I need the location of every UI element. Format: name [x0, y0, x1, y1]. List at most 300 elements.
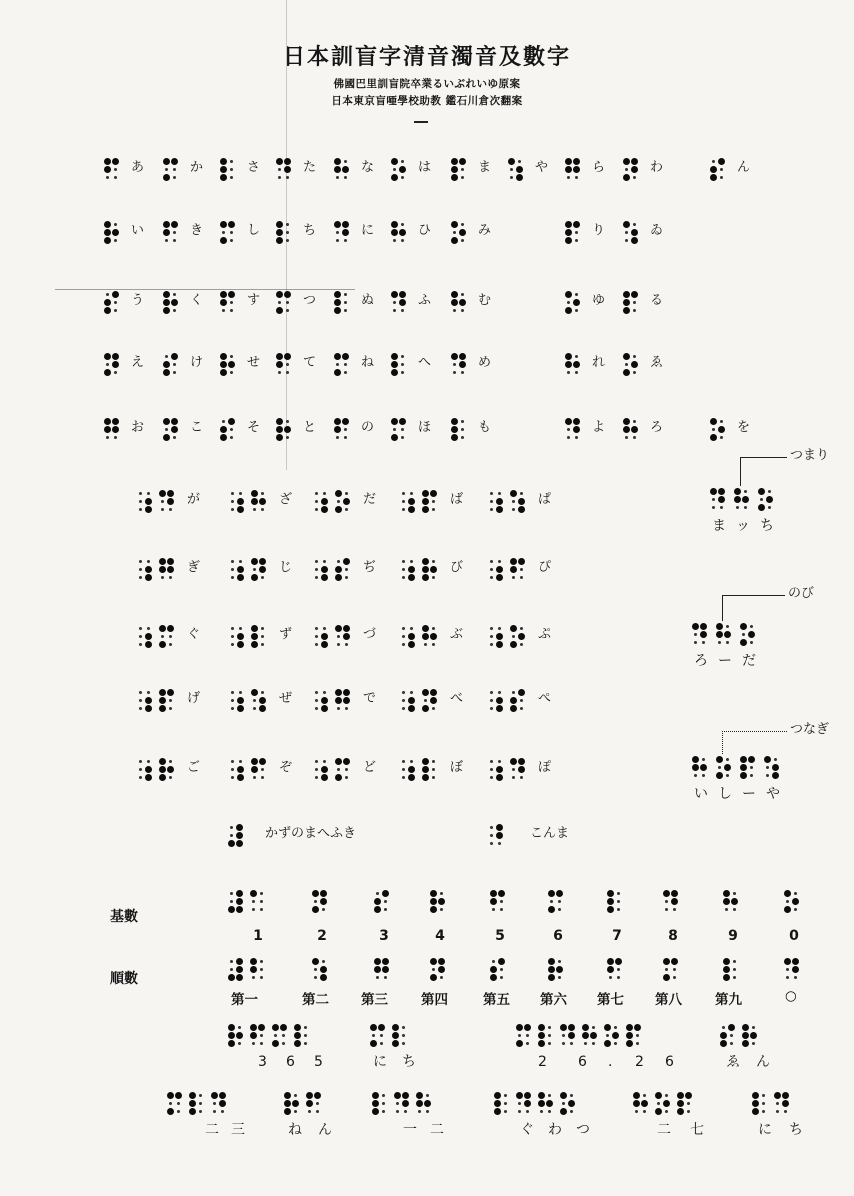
example-nichi-label-0: に — [373, 1054, 387, 1070]
braille-dot-raised — [334, 221, 341, 228]
braille-dot-flat — [402, 560, 405, 563]
braille-dot-raised — [716, 623, 723, 630]
braille-dot-raised — [430, 906, 437, 913]
braille-dot-raised — [167, 766, 174, 773]
braille-dot-flat — [402, 707, 405, 710]
braille-dot-raised — [451, 291, 458, 298]
dakuon-label-4-2: ど — [363, 760, 377, 775]
braille-dot-raised — [748, 631, 755, 638]
braille-dot-raised — [496, 641, 503, 648]
braille-dot-flat — [231, 760, 234, 763]
braille-dot-flat — [337, 635, 340, 638]
braille-dot-flat — [567, 436, 570, 439]
braille-dot-flat — [410, 492, 413, 495]
braille-dot-flat — [139, 627, 142, 630]
example-365-cell-0 — [228, 1024, 242, 1046]
braille-dot-raised — [321, 574, 328, 581]
braille-dot-raised — [258, 1024, 265, 1031]
ordinal-label-0: 第一 — [231, 992, 258, 1008]
braille-dot-flat — [252, 900, 255, 903]
braille-dot-raised — [518, 506, 525, 513]
braille-dot-flat — [617, 976, 620, 979]
dakuon-label-3-1: ぜ — [279, 691, 293, 706]
example-ichini-label-0: 一 — [403, 1122, 417, 1138]
braille-cell-3-7 — [565, 353, 579, 375]
braille-dot-raised — [408, 566, 415, 573]
braille-dot-raised — [782, 1100, 789, 1107]
braille-dot-raised — [731, 898, 738, 905]
braille-dot-raised — [438, 966, 445, 973]
example-ichini-cell-1 — [394, 1092, 408, 1114]
braille-dot-flat — [231, 768, 234, 771]
braille-dot-raised — [250, 890, 257, 897]
braille-dot-raised — [677, 1092, 684, 1099]
braille-dot-flat — [633, 309, 636, 312]
braille-dot-raised — [171, 353, 178, 360]
dakuon-label-1-1: じ — [279, 560, 293, 575]
braille-dot-flat — [147, 760, 150, 763]
braille-dot-flat — [315, 576, 318, 579]
digit-cell-6 — [607, 890, 621, 912]
braille-dot-flat — [498, 627, 501, 630]
braille-dot-flat — [720, 420, 723, 423]
braille-dot-raised — [211, 1092, 218, 1099]
braille-dot-flat — [432, 760, 435, 763]
braille-dot-raised — [394, 1092, 401, 1099]
braille-dot-flat — [500, 976, 503, 979]
dakuon-cell-4-3 — [422, 758, 436, 780]
braille-dot-raised — [451, 353, 458, 360]
braille-dot-raised — [422, 574, 429, 581]
braille-dot-flat — [665, 968, 668, 971]
braille-dot-flat — [315, 691, 318, 694]
braille-dot-flat — [633, 436, 636, 439]
braille-dot-raised — [334, 166, 341, 173]
braille-dot-flat — [584, 1042, 587, 1045]
dakuon-label-1-0: ぎ — [187, 560, 201, 575]
braille-dot-flat — [520, 643, 523, 646]
example-365-label-1: 6 — [286, 1054, 295, 1070]
braille-dot-flat — [512, 691, 515, 694]
kana-label-1-7: り — [592, 223, 606, 238]
braille-dot-flat — [114, 239, 117, 242]
example-nichi-label-1: ち — [402, 1054, 416, 1070]
braille-dot-raised — [565, 166, 572, 173]
braille-dot-flat — [512, 768, 515, 771]
braille-dot-flat — [286, 223, 289, 226]
braille-dot-flat — [766, 766, 769, 769]
braille-dot-flat — [139, 560, 142, 563]
braille-dot-raised — [607, 890, 614, 897]
braille-dot-flat — [512, 776, 515, 779]
braille-dot-raised — [237, 641, 244, 648]
braille-dot-raised — [612, 1032, 619, 1039]
braille-dot-raised — [112, 158, 119, 165]
braille-dot-raised — [565, 158, 572, 165]
braille-dot-raised — [516, 1040, 523, 1047]
braille-dot-flat — [308, 1110, 311, 1113]
braille-dot-flat — [314, 968, 317, 971]
braille-cell-4-0 — [104, 418, 118, 440]
braille-dot-flat — [402, 500, 405, 503]
braille-dot-raised — [422, 633, 429, 640]
kana-label-1-6: み — [478, 223, 492, 238]
dakuten-prefix-cell — [400, 689, 414, 711]
braille-dot-flat — [222, 420, 225, 423]
braille-dot-flat — [315, 492, 318, 495]
braille-dot-flat — [518, 1102, 521, 1105]
braille-dot-raised — [524, 1100, 531, 1107]
braille-dot-flat — [402, 1034, 405, 1037]
braille-dot-raised — [259, 558, 266, 565]
braille-dot-raised — [167, 1108, 174, 1115]
braille-dot-raised — [723, 974, 730, 981]
braille-dot-flat — [720, 168, 723, 171]
braille-dot-flat — [614, 1042, 617, 1045]
braille-dot-flat — [315, 568, 318, 571]
braille-dot-flat — [550, 900, 553, 903]
braille-dot-raised — [159, 490, 166, 497]
braille-cell-0-5 — [391, 158, 405, 180]
braille-dot-flat — [344, 176, 347, 179]
braille-dot-raised — [607, 898, 614, 905]
braille-dot-flat — [633, 355, 636, 358]
braille-dot-raised — [171, 299, 178, 306]
braille-dot-flat — [730, 1042, 733, 1045]
braille-dot-raised — [391, 291, 398, 298]
braille-dot-flat — [490, 691, 493, 694]
kana-label-3-8: ゑ — [650, 355, 664, 370]
braille-dot-raised — [459, 229, 466, 236]
braille-dot-raised — [496, 766, 503, 773]
braille-dot-raised — [259, 758, 266, 765]
dakuten-prefix-cell — [229, 558, 243, 580]
example-nichi-cell-0 — [370, 1024, 384, 1046]
braille-dot-raised — [518, 633, 525, 640]
kana-label-3-4: ね — [361, 355, 375, 370]
braille-dot-flat — [558, 960, 561, 963]
braille-dot-raised — [104, 229, 111, 236]
dakuon-label-3-0: げ — [187, 691, 201, 706]
braille-dot-raised — [334, 369, 341, 376]
cardinal-digit-1: 2 — [317, 928, 327, 944]
braille-dot-raised — [692, 623, 699, 630]
braille-dot-raised — [236, 966, 243, 973]
braille-dot-flat — [336, 239, 339, 242]
braille-dot-raised — [104, 369, 111, 376]
braille-dot-raised — [490, 966, 497, 973]
braille-dot-raised — [228, 418, 235, 425]
braille-dot-raised — [422, 766, 429, 773]
braille-dot-raised — [451, 418, 458, 425]
braille-dot-raised — [565, 237, 572, 244]
kana-label-0-2: さ — [247, 160, 261, 175]
braille-dot-raised — [565, 418, 572, 425]
example-26-26-label-1: 6 — [578, 1054, 587, 1070]
braille-dot-flat — [230, 371, 233, 374]
dakuon-label-0-0: が — [187, 492, 201, 507]
example-cell-tsunagi-0 — [692, 756, 706, 778]
braille-dot-raised — [171, 426, 178, 433]
braille-dot-flat — [345, 707, 348, 710]
example-nen-cell-0 — [284, 1092, 298, 1114]
kana-label-2-4: ぬ — [361, 293, 375, 308]
braille-dot-raised — [451, 166, 458, 173]
braille-dot-raised — [710, 488, 717, 495]
dakuon-cell-0-1 — [251, 490, 265, 512]
braille-dot-flat — [665, 1110, 668, 1113]
braille-dot-flat — [673, 976, 676, 979]
example-label-tsumari-1: ッ — [736, 518, 750, 534]
braille-dot-flat — [726, 625, 729, 628]
braille-dot-flat — [376, 892, 379, 895]
example-nishichi-cell-1 — [655, 1092, 669, 1114]
braille-dot-flat — [294, 1110, 297, 1113]
braille-dot-raised — [510, 566, 517, 573]
braille-dot-raised — [631, 237, 638, 244]
braille-dot-flat — [260, 968, 263, 971]
braille-dot-flat — [231, 560, 234, 563]
braille-dot-flat — [750, 641, 753, 644]
braille-dot-raised — [623, 291, 630, 298]
braille-cell-1-1 — [163, 221, 177, 243]
braille-dot-raised — [237, 774, 244, 781]
example-cell-tsumari-2 — [758, 488, 772, 510]
braille-cell-2-2 — [220, 291, 234, 313]
ordinal-label: 順數 — [110, 971, 138, 987]
braille-dot-flat — [337, 707, 340, 710]
braille-dot-raised — [451, 237, 458, 244]
braille-dot-flat — [147, 492, 150, 495]
braille-dot-raised — [494, 1108, 501, 1115]
braille-dot-flat — [230, 834, 233, 837]
braille-dot-flat — [169, 776, 172, 779]
braille-dot-raised — [416, 1092, 423, 1099]
braille-dot-flat — [636, 1042, 639, 1045]
braille-dot-raised — [112, 291, 119, 298]
braille-cell-3-4 — [334, 353, 348, 375]
braille-dot-flat — [260, 892, 263, 895]
braille-dot-flat — [177, 1110, 180, 1113]
braille-dot-raised — [237, 566, 244, 573]
braille-dot-raised — [163, 291, 170, 298]
example-ichini-cell-2 — [416, 1092, 430, 1114]
braille-dot-raised — [228, 974, 235, 981]
example-label-tsunagi-1: し — [718, 786, 732, 802]
dakuten-prefix-cell — [313, 758, 327, 780]
dakuon-cell-0-3 — [422, 490, 436, 512]
braille-dot-raised — [163, 307, 170, 314]
braille-dot-flat — [165, 168, 168, 171]
braille-dot-raised — [758, 488, 765, 495]
braille-dot-raised — [251, 758, 258, 765]
braille-dot-raised — [250, 958, 257, 965]
braille-dot-flat — [169, 508, 172, 511]
dakuon-label-4-0: ご — [187, 760, 201, 775]
example-nisan-label-1: 三 — [231, 1122, 245, 1138]
braille-dot-flat — [733, 892, 736, 895]
braille-dot-flat — [239, 627, 242, 630]
braille-dot-flat — [520, 707, 523, 710]
braille-dot-flat — [733, 960, 736, 963]
braille-cell-3-8 — [623, 353, 637, 375]
braille-dot-raised — [723, 898, 730, 905]
example-cell-tsumari-0 — [710, 488, 724, 510]
braille-dot-raised — [772, 764, 779, 771]
dakuten-prefix-cell — [137, 758, 151, 780]
braille-dot-flat — [282, 1042, 285, 1045]
braille-dot-raised — [623, 353, 630, 360]
braille-dot-raised — [764, 756, 771, 763]
braille-dot-flat — [261, 691, 264, 694]
example-gwatsu-label-2: つ — [576, 1122, 590, 1138]
braille-dot-raised — [516, 174, 523, 181]
braille-dot-raised — [548, 890, 555, 897]
kana-label-2-6: む — [478, 293, 492, 308]
braille-dot-raised — [236, 974, 243, 981]
braille-dot-flat — [702, 641, 705, 644]
example-nisan-cell-1 — [189, 1092, 203, 1114]
braille-dot-raised — [710, 434, 717, 441]
braille-dot-flat — [261, 508, 264, 511]
braille-dot-flat — [161, 508, 164, 511]
digit-cell-5 — [548, 890, 562, 912]
braille-dot-raised — [623, 299, 630, 306]
braille-dot-raised — [565, 221, 572, 228]
braille-dot-flat — [169, 699, 172, 702]
dakuon-label-2-0: ぐ — [187, 627, 201, 642]
braille-dot-raised — [556, 966, 563, 973]
braille-dot-raised — [782, 1092, 789, 1099]
braille-dot-flat — [424, 643, 427, 646]
braille-dot-raised — [565, 353, 572, 360]
braille-dot-raised — [159, 641, 166, 648]
braille-dot-flat — [278, 168, 281, 171]
braille-dot-flat — [575, 371, 578, 374]
braille-dot-flat — [520, 568, 523, 571]
braille-dot-flat — [453, 231, 456, 234]
braille-dot-raised — [510, 697, 517, 704]
braille-dot-raised — [334, 307, 341, 314]
dakuon-cell-2-0 — [159, 625, 173, 647]
example-gwatsu-cell-3 — [560, 1092, 574, 1114]
braille-dot-raised — [276, 221, 283, 228]
braille-dot-raised — [392, 1032, 399, 1039]
braille-dot-raised — [335, 774, 342, 781]
braille-dot-raised — [496, 697, 503, 704]
note-bracket — [722, 731, 787, 754]
braille-dot-flat — [260, 908, 263, 911]
braille-dot-flat — [252, 1042, 255, 1045]
braille-dot-raised — [655, 1092, 662, 1099]
braille-dot-raised — [294, 1024, 301, 1031]
braille-dot-flat — [510, 168, 513, 171]
example-nishichi-cell-2 — [677, 1092, 691, 1114]
braille-dot-raised — [284, 1092, 291, 1099]
braille-dot-raised — [626, 1032, 633, 1039]
digit-cell-7 — [663, 890, 677, 912]
braille-dot-flat — [114, 371, 117, 374]
example-cell-tsunagi-3 — [764, 756, 778, 778]
braille-dot-raised — [494, 1100, 501, 1107]
braille-dot-raised — [228, 291, 235, 298]
braille-dot-raised — [422, 566, 429, 573]
braille-dot-raised — [518, 758, 525, 765]
braille-dot-raised — [742, 1032, 749, 1039]
braille-dot-raised — [284, 353, 291, 360]
braille-dot-flat — [750, 774, 753, 777]
braille-dot-flat — [520, 776, 523, 779]
braille-dot-flat — [432, 707, 435, 710]
braille-dot-raised — [335, 689, 342, 696]
braille-dot-flat — [633, 223, 636, 226]
braille-dot-flat — [261, 643, 264, 646]
braille-dot-raised — [167, 1092, 174, 1099]
braille-dot-flat — [231, 508, 234, 511]
braille-dot-raised — [568, 1032, 575, 1039]
braille-cell-3-6 — [451, 353, 465, 375]
braille-dot-flat — [337, 560, 340, 563]
braille-dot-raised — [334, 158, 341, 165]
braille-dot-raised — [784, 890, 791, 897]
braille-dot-raised — [565, 307, 572, 314]
ordinal-label-9: ○ — [785, 988, 797, 1004]
kana-label-4-8: ろ — [650, 420, 664, 435]
braille-dot-flat — [636, 1034, 639, 1037]
braille-dot-flat — [230, 168, 233, 171]
dakuten-prefix-cell — [488, 558, 502, 580]
braille-dot-raised — [430, 566, 437, 573]
braille-dot-raised — [228, 1024, 235, 1031]
braille-dot-flat — [575, 239, 578, 242]
braille-dot-flat — [633, 371, 636, 374]
braille-dot-raised — [604, 1040, 611, 1047]
braille-dot-raised — [631, 166, 638, 173]
braille-dot-raised — [292, 1100, 299, 1107]
braille-dot-flat — [344, 239, 347, 242]
braille-dot-flat — [230, 355, 233, 358]
braille-cell-2-7 — [565, 291, 579, 313]
braille-dot-flat — [562, 1042, 565, 1045]
braille-dot-raised — [163, 361, 170, 368]
braille-dot-flat — [173, 363, 176, 366]
braille-dot-raised — [343, 697, 350, 704]
braille-dot-raised — [792, 958, 799, 965]
example-365-label-0: 3 — [258, 1054, 267, 1070]
braille-dot-raised — [496, 574, 503, 581]
braille-dot-flat — [231, 707, 234, 710]
braille-dot-raised — [342, 418, 349, 425]
braille-dot-flat — [726, 774, 729, 777]
braille-dot-flat — [768, 506, 771, 509]
braille-dot-flat — [518, 160, 521, 163]
braille-dot-raised — [220, 237, 227, 244]
braille-dot-raised — [343, 633, 350, 640]
braille-dot-raised — [459, 299, 466, 306]
braille-dot-flat — [609, 976, 612, 979]
braille-dot-raised — [159, 774, 166, 781]
braille-dot-raised — [496, 633, 503, 640]
braille-dot-raised — [382, 958, 389, 965]
example-cell-tsunagi-2 — [740, 756, 754, 778]
braille-dot-flat — [520, 699, 523, 702]
braille-dot-raised — [710, 166, 717, 173]
braille-dot-flat — [322, 960, 325, 963]
braille-dot-raised — [422, 506, 429, 513]
braille-dot-flat — [260, 960, 263, 963]
dakuon-label-2-2: づ — [363, 627, 377, 642]
braille-dot-raised — [718, 426, 725, 433]
